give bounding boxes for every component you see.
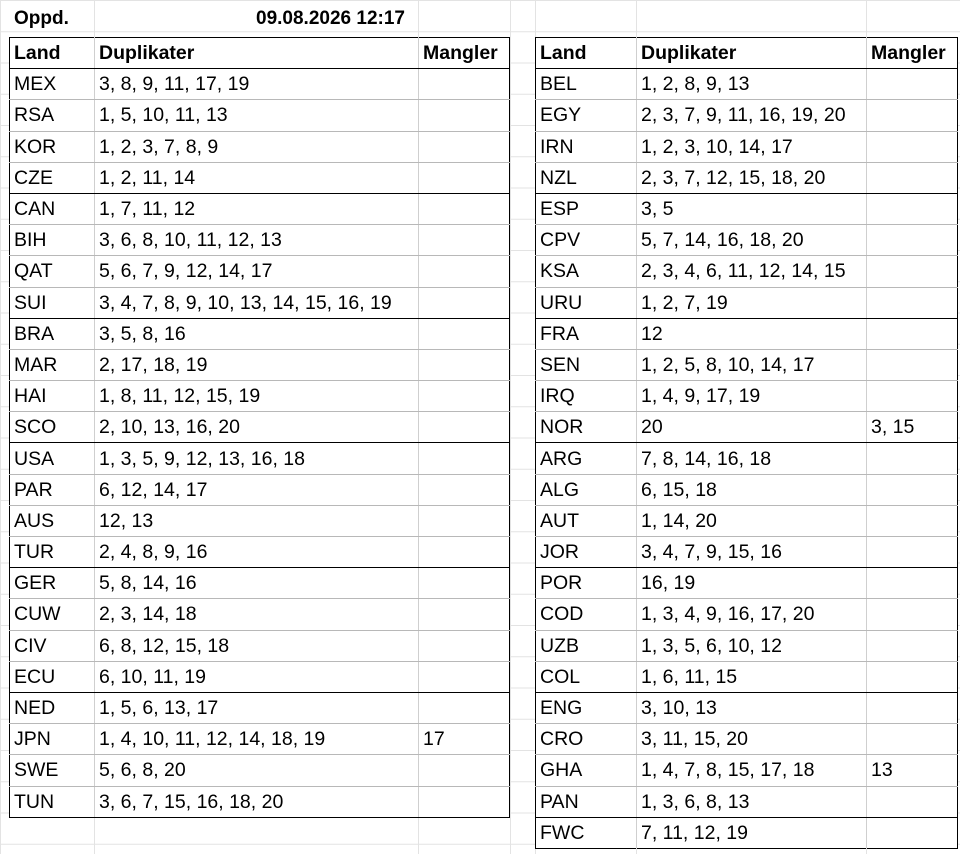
table-row bbox=[10, 69, 510, 100]
table-row bbox=[10, 162, 510, 193]
cell-land[interactable]: CAN bbox=[10, 193, 95, 224]
table-row bbox=[536, 661, 958, 692]
left-country-table bbox=[9, 37, 510, 818]
cell-mangler[interactable] bbox=[867, 318, 958, 349]
cell-land[interactable]: IRQ bbox=[536, 381, 637, 412]
cell-land[interactable]: RSA bbox=[10, 100, 95, 131]
cell-mangler[interactable] bbox=[419, 568, 510, 599]
cell-land[interactable]: CRO bbox=[536, 724, 637, 755]
column-header-mangler[interactable]: Mangler bbox=[867, 38, 958, 69]
cell-duplikater[interactable]: 3, 5 bbox=[637, 193, 867, 224]
cell-duplikater[interactable]: 1, 8, 11, 12, 15, 19 bbox=[95, 381, 419, 412]
cell-mangler[interactable] bbox=[867, 692, 958, 723]
cell-land[interactable]: IRN bbox=[536, 131, 637, 162]
cell-duplikater[interactable]: 3, 6, 8, 10, 11, 12, 13 bbox=[95, 225, 419, 256]
cell-duplikater[interactable]: 2, 3, 14, 18 bbox=[95, 599, 419, 630]
cell-land[interactable]: MEX bbox=[10, 69, 95, 100]
cell-mangler[interactable] bbox=[867, 537, 958, 568]
cell-duplikater[interactable]: 1, 3, 5, 9, 12, 13, 16, 18 bbox=[95, 443, 419, 474]
table-row bbox=[536, 630, 958, 661]
table-row bbox=[10, 225, 510, 256]
cell-mangler[interactable] bbox=[419, 100, 510, 131]
cell-duplikater[interactable]: 6, 8, 12, 15, 18 bbox=[95, 630, 419, 661]
cell-land[interactable]: EGY bbox=[536, 100, 637, 131]
cell-mangler[interactable] bbox=[867, 225, 958, 256]
table-header-row bbox=[536, 38, 958, 69]
updated-label[interactable]: Oppd. bbox=[14, 8, 69, 29]
cell-land[interactable]: POR bbox=[536, 568, 637, 599]
cell-duplikater[interactable]: 2, 4, 8, 9, 16 bbox=[95, 537, 419, 568]
cell-duplikater[interactable]: 1, 2, 11, 14 bbox=[95, 162, 419, 193]
cell-duplikater[interactable]: 1, 7, 11, 12 bbox=[95, 193, 419, 224]
cell-mangler[interactable] bbox=[419, 131, 510, 162]
cell-mangler[interactable] bbox=[867, 724, 958, 755]
cell-mangler[interactable] bbox=[419, 225, 510, 256]
cell-duplikater[interactable]: 5, 6, 7, 9, 12, 14, 17 bbox=[95, 256, 419, 287]
cell-mangler[interactable] bbox=[867, 568, 958, 599]
column-header-duplikater[interactable]: Duplikater bbox=[637, 38, 867, 69]
cell-duplikater[interactable]: 12, 13 bbox=[95, 505, 419, 536]
cell-mangler[interactable] bbox=[867, 193, 958, 224]
table-row bbox=[536, 786, 958, 817]
cell-mangler[interactable] bbox=[419, 381, 510, 412]
cell-land[interactable]: SUI bbox=[10, 287, 95, 318]
cell-mangler[interactable]: 13 bbox=[867, 755, 958, 786]
cell-mangler[interactable] bbox=[867, 349, 958, 380]
cell-land[interactable]: GHA bbox=[536, 755, 637, 786]
cell-duplikater[interactable]: 3, 6, 7, 15, 16, 18, 20 bbox=[95, 786, 419, 817]
cell-mangler[interactable] bbox=[867, 443, 958, 474]
cell-duplikater[interactable]: 6, 10, 11, 19 bbox=[95, 661, 419, 692]
cell-mangler[interactable] bbox=[419, 443, 510, 474]
cell-duplikater[interactable]: 1, 5, 10, 11, 13 bbox=[95, 100, 419, 131]
cell-duplikater[interactable]: 2, 3, 7, 9, 11, 16, 19, 20 bbox=[637, 100, 867, 131]
cell-duplikater[interactable]: 3, 5, 8, 16 bbox=[95, 318, 419, 349]
table-row bbox=[10, 349, 510, 380]
cell-mangler[interactable]: 3, 15 bbox=[867, 412, 958, 443]
table-row bbox=[10, 474, 510, 505]
cell-duplikater[interactable]: 2, 3, 4, 6, 11, 12, 14, 15 bbox=[637, 256, 867, 287]
cell-land[interactable]: FWC bbox=[540, 821, 585, 844]
table-row bbox=[536, 505, 958, 536]
table-row bbox=[536, 474, 958, 505]
cell-mangler[interactable] bbox=[419, 474, 510, 505]
table-row bbox=[536, 692, 958, 723]
cell-mangler[interactable] bbox=[419, 256, 510, 287]
cell-mangler[interactable] bbox=[867, 786, 958, 817]
cell-land[interactable]: MAR bbox=[10, 349, 95, 380]
cell-land[interactable]: BIH bbox=[10, 225, 95, 256]
cell-land[interactable]: COL bbox=[536, 661, 637, 692]
table-row bbox=[10, 724, 510, 755]
cell-duplikater[interactable]: 2, 3, 7, 12, 15, 18, 20 bbox=[637, 162, 867, 193]
cell-land[interactable]: UZB bbox=[536, 630, 637, 661]
cell-mangler[interactable] bbox=[867, 162, 958, 193]
cell-land[interactable]: FRA bbox=[536, 318, 637, 349]
cell-land[interactable]: JOR bbox=[536, 537, 637, 568]
cell-mangler[interactable] bbox=[419, 318, 510, 349]
cell-duplikater[interactable]: 16, 19 bbox=[637, 568, 867, 599]
cell-mangler[interactable] bbox=[419, 162, 510, 193]
cell-duplikater[interactable]: 1, 3, 5, 6, 10, 12 bbox=[637, 630, 867, 661]
cell-duplikater[interactable]: 1, 6, 11, 15 bbox=[637, 661, 867, 692]
cell-duplikater[interactable]: 6, 15, 18 bbox=[637, 474, 867, 505]
cell-duplikater[interactable]: 5, 7, 14, 16, 18, 20 bbox=[637, 225, 867, 256]
cell-mangler[interactable] bbox=[419, 412, 510, 443]
cell-mangler[interactable] bbox=[419, 755, 510, 786]
cell-duplikater[interactable]: 5, 6, 8, 20 bbox=[95, 755, 419, 786]
table-header-row bbox=[10, 38, 510, 69]
cell-land[interactable]: GER bbox=[10, 568, 95, 599]
cell-duplikater[interactable]: 3, 11, 15, 20 bbox=[637, 724, 867, 755]
cell-duplikater[interactable]: 1, 2, 8, 9, 13 bbox=[637, 69, 867, 100]
cell-mangler[interactable] bbox=[867, 131, 958, 162]
cell-mangler[interactable] bbox=[419, 599, 510, 630]
cell-land[interactable]: PAN bbox=[536, 786, 637, 817]
table-row bbox=[10, 318, 510, 349]
table-row bbox=[536, 568, 958, 599]
cell-mangler[interactable] bbox=[419, 786, 510, 817]
column-header-mangler[interactable]: Mangler bbox=[419, 38, 510, 69]
cell-land[interactable]: BEL bbox=[536, 69, 637, 100]
table-row bbox=[536, 287, 958, 318]
cell-duplikater[interactable]: 5, 8, 14, 16 bbox=[95, 568, 419, 599]
cell-duplikater[interactable]: 7, 8, 14, 16, 18 bbox=[637, 443, 867, 474]
cell-land[interactable]: SCO bbox=[10, 412, 95, 443]
cell-land[interactable]: USA bbox=[10, 443, 95, 474]
table-row bbox=[10, 630, 510, 661]
cell-mangler[interactable] bbox=[867, 599, 958, 630]
cell-duplikater[interactable]: 2, 10, 13, 16, 20 bbox=[95, 412, 419, 443]
cell-land[interactable]: CIV bbox=[10, 630, 95, 661]
table-row bbox=[536, 599, 958, 630]
cell-duplikater[interactable]: 20 bbox=[637, 412, 867, 443]
cell-mangler[interactable] bbox=[419, 505, 510, 536]
right-country-table bbox=[535, 37, 958, 849]
table-row bbox=[536, 193, 958, 224]
table-row bbox=[536, 131, 958, 162]
cell-duplikater[interactable]: 1, 14, 20 bbox=[637, 505, 867, 536]
cell-duplikater[interactable]: 1, 2, 7, 19 bbox=[637, 287, 867, 318]
table-row bbox=[10, 505, 510, 536]
table-row bbox=[10, 568, 510, 599]
cell-land[interactable]: BRA bbox=[10, 318, 95, 349]
cell-land[interactable]: URU bbox=[536, 287, 637, 318]
cell-land[interactable]: ENG bbox=[536, 692, 637, 723]
cell-mangler[interactable] bbox=[419, 193, 510, 224]
cell-land[interactable]: COD bbox=[536, 599, 637, 630]
table-row bbox=[536, 349, 958, 380]
cell-mangler[interactable] bbox=[867, 100, 958, 131]
table-row bbox=[10, 692, 510, 723]
cell-land[interactable]: KOR bbox=[10, 131, 95, 162]
cell-mangler[interactable] bbox=[867, 256, 958, 287]
cell-land[interactable]: ECU bbox=[10, 661, 95, 692]
cell-mangler[interactable] bbox=[419, 537, 510, 568]
column-header-duplikater[interactable]: Duplikater bbox=[95, 38, 419, 69]
table-row bbox=[536, 318, 958, 349]
cell-land[interactable]: ESP bbox=[536, 193, 637, 224]
table-row bbox=[536, 537, 958, 568]
table-row bbox=[536, 381, 958, 412]
table-row bbox=[10, 537, 510, 568]
cell-land[interactable]: NZL bbox=[536, 162, 637, 193]
cell-duplikater[interactable]: 1, 4, 9, 17, 19 bbox=[637, 381, 867, 412]
cell-mangler[interactable] bbox=[419, 69, 510, 100]
cell-land[interactable]: CZE bbox=[10, 162, 95, 193]
column-header-land[interactable]: Land bbox=[10, 38, 95, 69]
cell-mangler[interactable] bbox=[867, 630, 958, 661]
cell-land[interactable]: AUT bbox=[536, 505, 637, 536]
cell-duplikater[interactable]: 2, 17, 18, 19 bbox=[95, 349, 419, 380]
table-row bbox=[10, 755, 510, 786]
table-row bbox=[536, 69, 958, 100]
table-row bbox=[536, 817, 958, 848]
table-row bbox=[10, 100, 510, 131]
table-row bbox=[10, 443, 510, 474]
cell-duplikater[interactable]: 1, 5, 6, 13, 17 bbox=[95, 692, 419, 723]
sheet-header-row bbox=[0, 4, 960, 36]
table-row bbox=[536, 412, 958, 443]
cell-duplikater[interactable]: 1, 4, 7, 8, 15, 17, 18 bbox=[637, 755, 867, 786]
column-header-land[interactable]: Land bbox=[536, 38, 637, 69]
cell-mangler[interactable] bbox=[867, 287, 958, 318]
cell-land[interactable]: CPV bbox=[536, 225, 637, 256]
cell-mangler[interactable]: 17 bbox=[419, 724, 510, 755]
cell-duplikater[interactable]: 7, 11, 12, 19 bbox=[637, 817, 867, 848]
table-row bbox=[10, 256, 510, 287]
cell-land[interactable]: NED bbox=[10, 692, 95, 723]
cell-mangler[interactable] bbox=[867, 69, 958, 100]
cell-duplikater[interactable]: 1, 3, 4, 9, 16, 17, 20 bbox=[637, 599, 867, 630]
cell-land[interactable]: HAI bbox=[10, 381, 95, 412]
cell-mangler[interactable] bbox=[867, 505, 958, 536]
table-row bbox=[10, 193, 510, 224]
table-row bbox=[10, 412, 510, 443]
cell-mangler[interactable] bbox=[867, 474, 958, 505]
table-row bbox=[536, 256, 958, 287]
table-row bbox=[10, 786, 510, 817]
cell-land[interactable]: ALG bbox=[536, 474, 637, 505]
cell-land[interactable]: AUS bbox=[10, 505, 95, 536]
table-row bbox=[536, 443, 958, 474]
cell-duplikater[interactable]: 1, 2, 5, 8, 10, 14, 17 bbox=[637, 349, 867, 380]
cell-duplikater[interactable]: 3, 4, 7, 8, 9, 10, 13, 14, 15, 16, 19 bbox=[95, 287, 419, 318]
table-row bbox=[10, 131, 510, 162]
table-row bbox=[10, 287, 510, 318]
cell-duplikater[interactable]: 1, 2, 3, 10, 14, 17 bbox=[637, 131, 867, 162]
cell-land[interactable]: JPN bbox=[10, 724, 95, 755]
table-row bbox=[536, 755, 958, 786]
cell-mangler[interactable] bbox=[419, 661, 510, 692]
cell-duplikater[interactable]: 1, 2, 3, 7, 8, 9 bbox=[95, 131, 419, 162]
cell-duplikater[interactable]: 3, 8, 9, 11, 17, 19 bbox=[95, 69, 419, 100]
cell-duplikater[interactable]: 1, 3, 6, 8, 13 bbox=[637, 786, 867, 817]
cell-mangler[interactable] bbox=[419, 630, 510, 661]
table-row bbox=[536, 225, 958, 256]
table-row bbox=[10, 599, 510, 630]
cell-duplikater[interactable]: 6, 12, 14, 17 bbox=[95, 474, 419, 505]
table-row bbox=[10, 661, 510, 692]
cell-land[interactable]: SEN bbox=[536, 349, 637, 380]
table-row bbox=[536, 724, 958, 755]
cell-mangler[interactable] bbox=[867, 817, 958, 848]
cell-mangler[interactable] bbox=[867, 661, 958, 692]
cell-land[interactable]: KSA bbox=[536, 256, 637, 287]
cell-mangler[interactable] bbox=[867, 381, 958, 412]
table-row bbox=[10, 381, 510, 412]
cell-mangler[interactable] bbox=[419, 349, 510, 380]
cell-duplikater[interactable]: 1, 4, 10, 11, 12, 14, 18, 19 bbox=[95, 724, 419, 755]
cell-land[interactable]: SWE bbox=[10, 755, 95, 786]
cell-land[interactable]: TUR bbox=[10, 537, 95, 568]
cell-land[interactable]: TUN bbox=[10, 786, 95, 817]
cell-mangler[interactable] bbox=[419, 692, 510, 723]
cell-land[interactable]: ARG bbox=[536, 443, 637, 474]
updated-timestamp[interactable]: 09.08.2026 12:17 bbox=[256, 8, 405, 29]
table-row bbox=[536, 100, 958, 131]
cell-duplikater[interactable]: 3, 4, 7, 9, 15, 16 bbox=[637, 537, 867, 568]
cell-duplikater[interactable]: 12 bbox=[637, 318, 867, 349]
cell-land[interactable]: QAT bbox=[10, 256, 95, 287]
cell-land[interactable]: NOR bbox=[536, 412, 637, 443]
cell-land[interactable]: CUW bbox=[10, 599, 95, 630]
cell-mangler[interactable] bbox=[419, 287, 510, 318]
table-row bbox=[536, 162, 958, 193]
cell-land[interactable]: PAR bbox=[10, 474, 95, 505]
cell-duplikater[interactable]: 3, 10, 13 bbox=[637, 692, 867, 723]
